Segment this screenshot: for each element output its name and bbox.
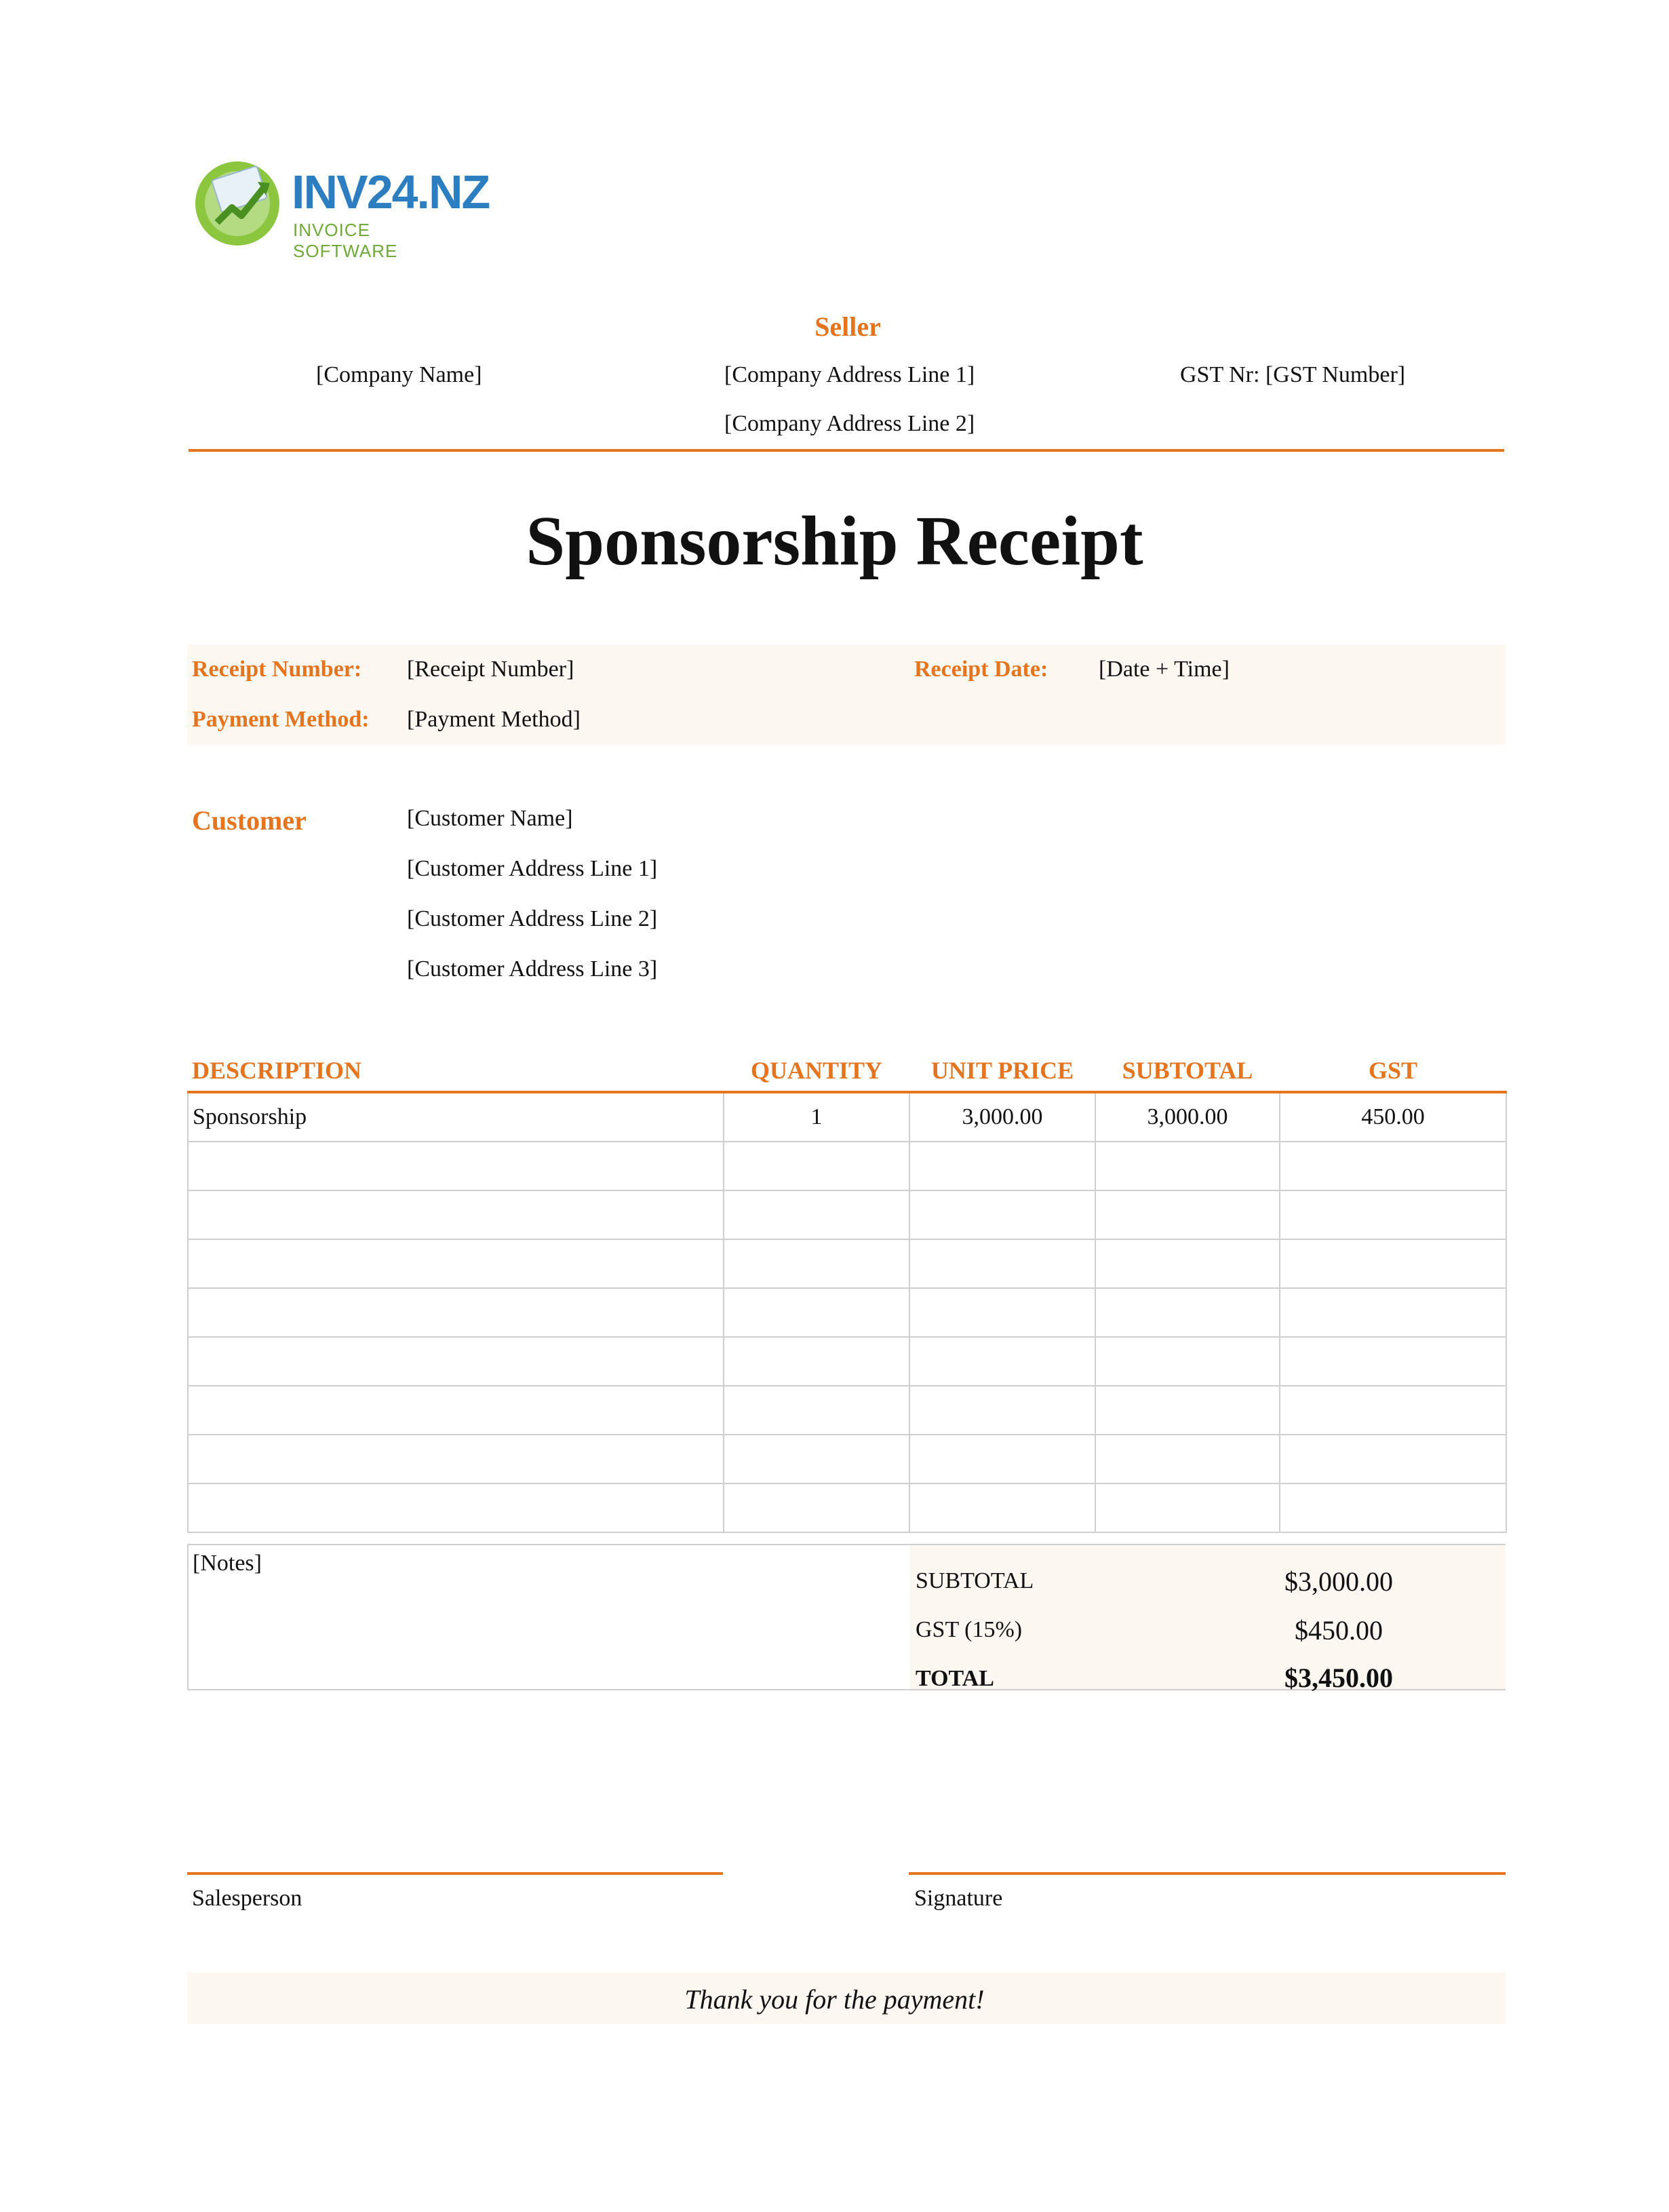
seller-address-line1: [Company Address Line 1] — [724, 362, 975, 387]
payment-method-value: [Payment Method] — [407, 707, 581, 732]
logo-tagline: INVOICE SOFTWARE — [293, 220, 398, 261]
receipt-date-label: Receipt Date: — [914, 657, 1048, 682]
gst-label: GST (15%) — [916, 1617, 1023, 1642]
cell-description — [188, 1435, 724, 1483]
cell-description: Sponsorship — [188, 1092, 724, 1142]
subtotal-value: $3,000.00 — [1284, 1566, 1393, 1597]
logo-icon — [190, 155, 285, 250]
footer-thank-you: Thank you for the payment! — [684, 1984, 985, 2015]
seller-gst-number: GST Nr: [GST Number] — [1180, 362, 1406, 387]
payment-method-label: Payment Method: — [192, 707, 370, 732]
cell-quantity — [724, 1337, 909, 1386]
cell-gst — [1280, 1239, 1506, 1288]
table-row — [188, 1435, 1506, 1483]
cell-unit-price — [909, 1386, 1095, 1435]
cell-subtotal — [1095, 1190, 1280, 1239]
document-title: Sponsorship Receipt — [526, 502, 1143, 580]
cell-description — [188, 1337, 724, 1386]
cell-description — [188, 1288, 724, 1337]
cell-unit-price — [909, 1142, 1095, 1190]
seller-address-line2: [Company Address Line 2] — [724, 411, 975, 436]
cell-subtotal: 3,000.00 — [1095, 1092, 1280, 1142]
seller-company-name: [Company Name] — [316, 362, 482, 387]
table-row — [188, 1337, 1506, 1386]
cell-gst — [1280, 1337, 1506, 1386]
cell-subtotal — [1095, 1483, 1280, 1532]
subtotal-label: SUBTOTAL — [916, 1568, 1034, 1593]
cell-description — [188, 1386, 724, 1435]
company-logo — [190, 155, 490, 261]
cell-description — [188, 1239, 724, 1288]
cell-quantity — [724, 1239, 909, 1288]
header-subtotal: SUBTOTAL — [1095, 1050, 1280, 1092]
table-row — [188, 1483, 1506, 1532]
cell-unit-price — [909, 1483, 1095, 1532]
cell-gst: 450.00 — [1280, 1092, 1506, 1142]
customer-address-line2: [Customer Address Line 2] — [407, 906, 658, 931]
cell-gst — [1280, 1435, 1506, 1483]
total-value: $3,450.00 — [1284, 1663, 1393, 1693]
items-table-wrapper — [187, 1050, 1506, 1533]
receipt-number-label: Receipt Number: — [192, 657, 362, 682]
gst-value: $450.00 — [1295, 1615, 1383, 1646]
cell-subtotal — [1095, 1288, 1280, 1337]
notes-text: [Notes] — [193, 1551, 262, 1576]
cell-gst — [1280, 1142, 1506, 1190]
table-header-row — [188, 1050, 1506, 1092]
header-description: DESCRIPTION — [188, 1050, 724, 1092]
seller-divider — [189, 449, 1504, 452]
cell-unit-price — [909, 1435, 1095, 1483]
cell-unit-price: 3,000.00 — [909, 1092, 1095, 1142]
cell-unit-price — [909, 1288, 1095, 1337]
header-unit-price: UNIT PRICE — [909, 1050, 1095, 1092]
cell-subtotal — [1095, 1142, 1280, 1190]
cell-quantity: 1 — [724, 1092, 909, 1142]
cell-gst — [1280, 1288, 1506, 1337]
cell-gst — [1280, 1190, 1506, 1239]
salesperson-signature-line — [187, 1872, 723, 1875]
total-label: TOTAL — [916, 1666, 994, 1691]
receipt-info-band — [187, 644, 1506, 745]
header-gst: GST — [1280, 1050, 1506, 1092]
cell-subtotal — [1095, 1386, 1280, 1435]
notes-totals-block — [187, 1544, 1506, 1693]
cell-unit-price — [909, 1337, 1095, 1386]
items-table — [187, 1050, 1507, 1533]
cell-quantity — [724, 1190, 909, 1239]
cell-subtotal — [1095, 1337, 1280, 1386]
cell-quantity — [724, 1288, 909, 1337]
salesperson-label: Salesperson — [192, 1886, 302, 1911]
cell-quantity — [724, 1435, 909, 1483]
cell-description — [188, 1142, 724, 1190]
cell-description — [188, 1190, 724, 1239]
table-row — [188, 1239, 1506, 1288]
table-row — [188, 1142, 1506, 1190]
table-row — [188, 1288, 1506, 1337]
table-row — [188, 1092, 1506, 1142]
signature-line — [909, 1872, 1506, 1875]
cell-unit-price — [909, 1190, 1095, 1239]
cell-gst — [1280, 1483, 1506, 1532]
header-quantity: QUANTITY — [724, 1050, 909, 1092]
cell-description — [188, 1483, 724, 1532]
logo-name: INV24.NZ — [292, 166, 490, 218]
cell-quantity — [724, 1142, 909, 1190]
cell-gst — [1280, 1386, 1506, 1435]
customer-address-line3: [Customer Address Line 3] — [407, 956, 658, 982]
cell-subtotal — [1095, 1239, 1280, 1288]
table-row — [188, 1190, 1506, 1239]
customer-name: [Customer Name] — [407, 806, 573, 831]
signature-label: Signature — [914, 1886, 1003, 1911]
customer-label: Customer — [192, 805, 307, 836]
cell-subtotal — [1095, 1435, 1280, 1483]
cell-quantity — [724, 1483, 909, 1532]
table-row — [188, 1386, 1506, 1435]
receipt-date-value: [Date + Time] — [1099, 657, 1230, 682]
seller-title: Seller — [814, 311, 881, 342]
cell-quantity — [724, 1386, 909, 1435]
customer-address-line1: [Customer Address Line 1] — [407, 856, 658, 881]
receipt-number-value: [Receipt Number] — [407, 657, 574, 682]
cell-unit-price — [909, 1239, 1095, 1288]
